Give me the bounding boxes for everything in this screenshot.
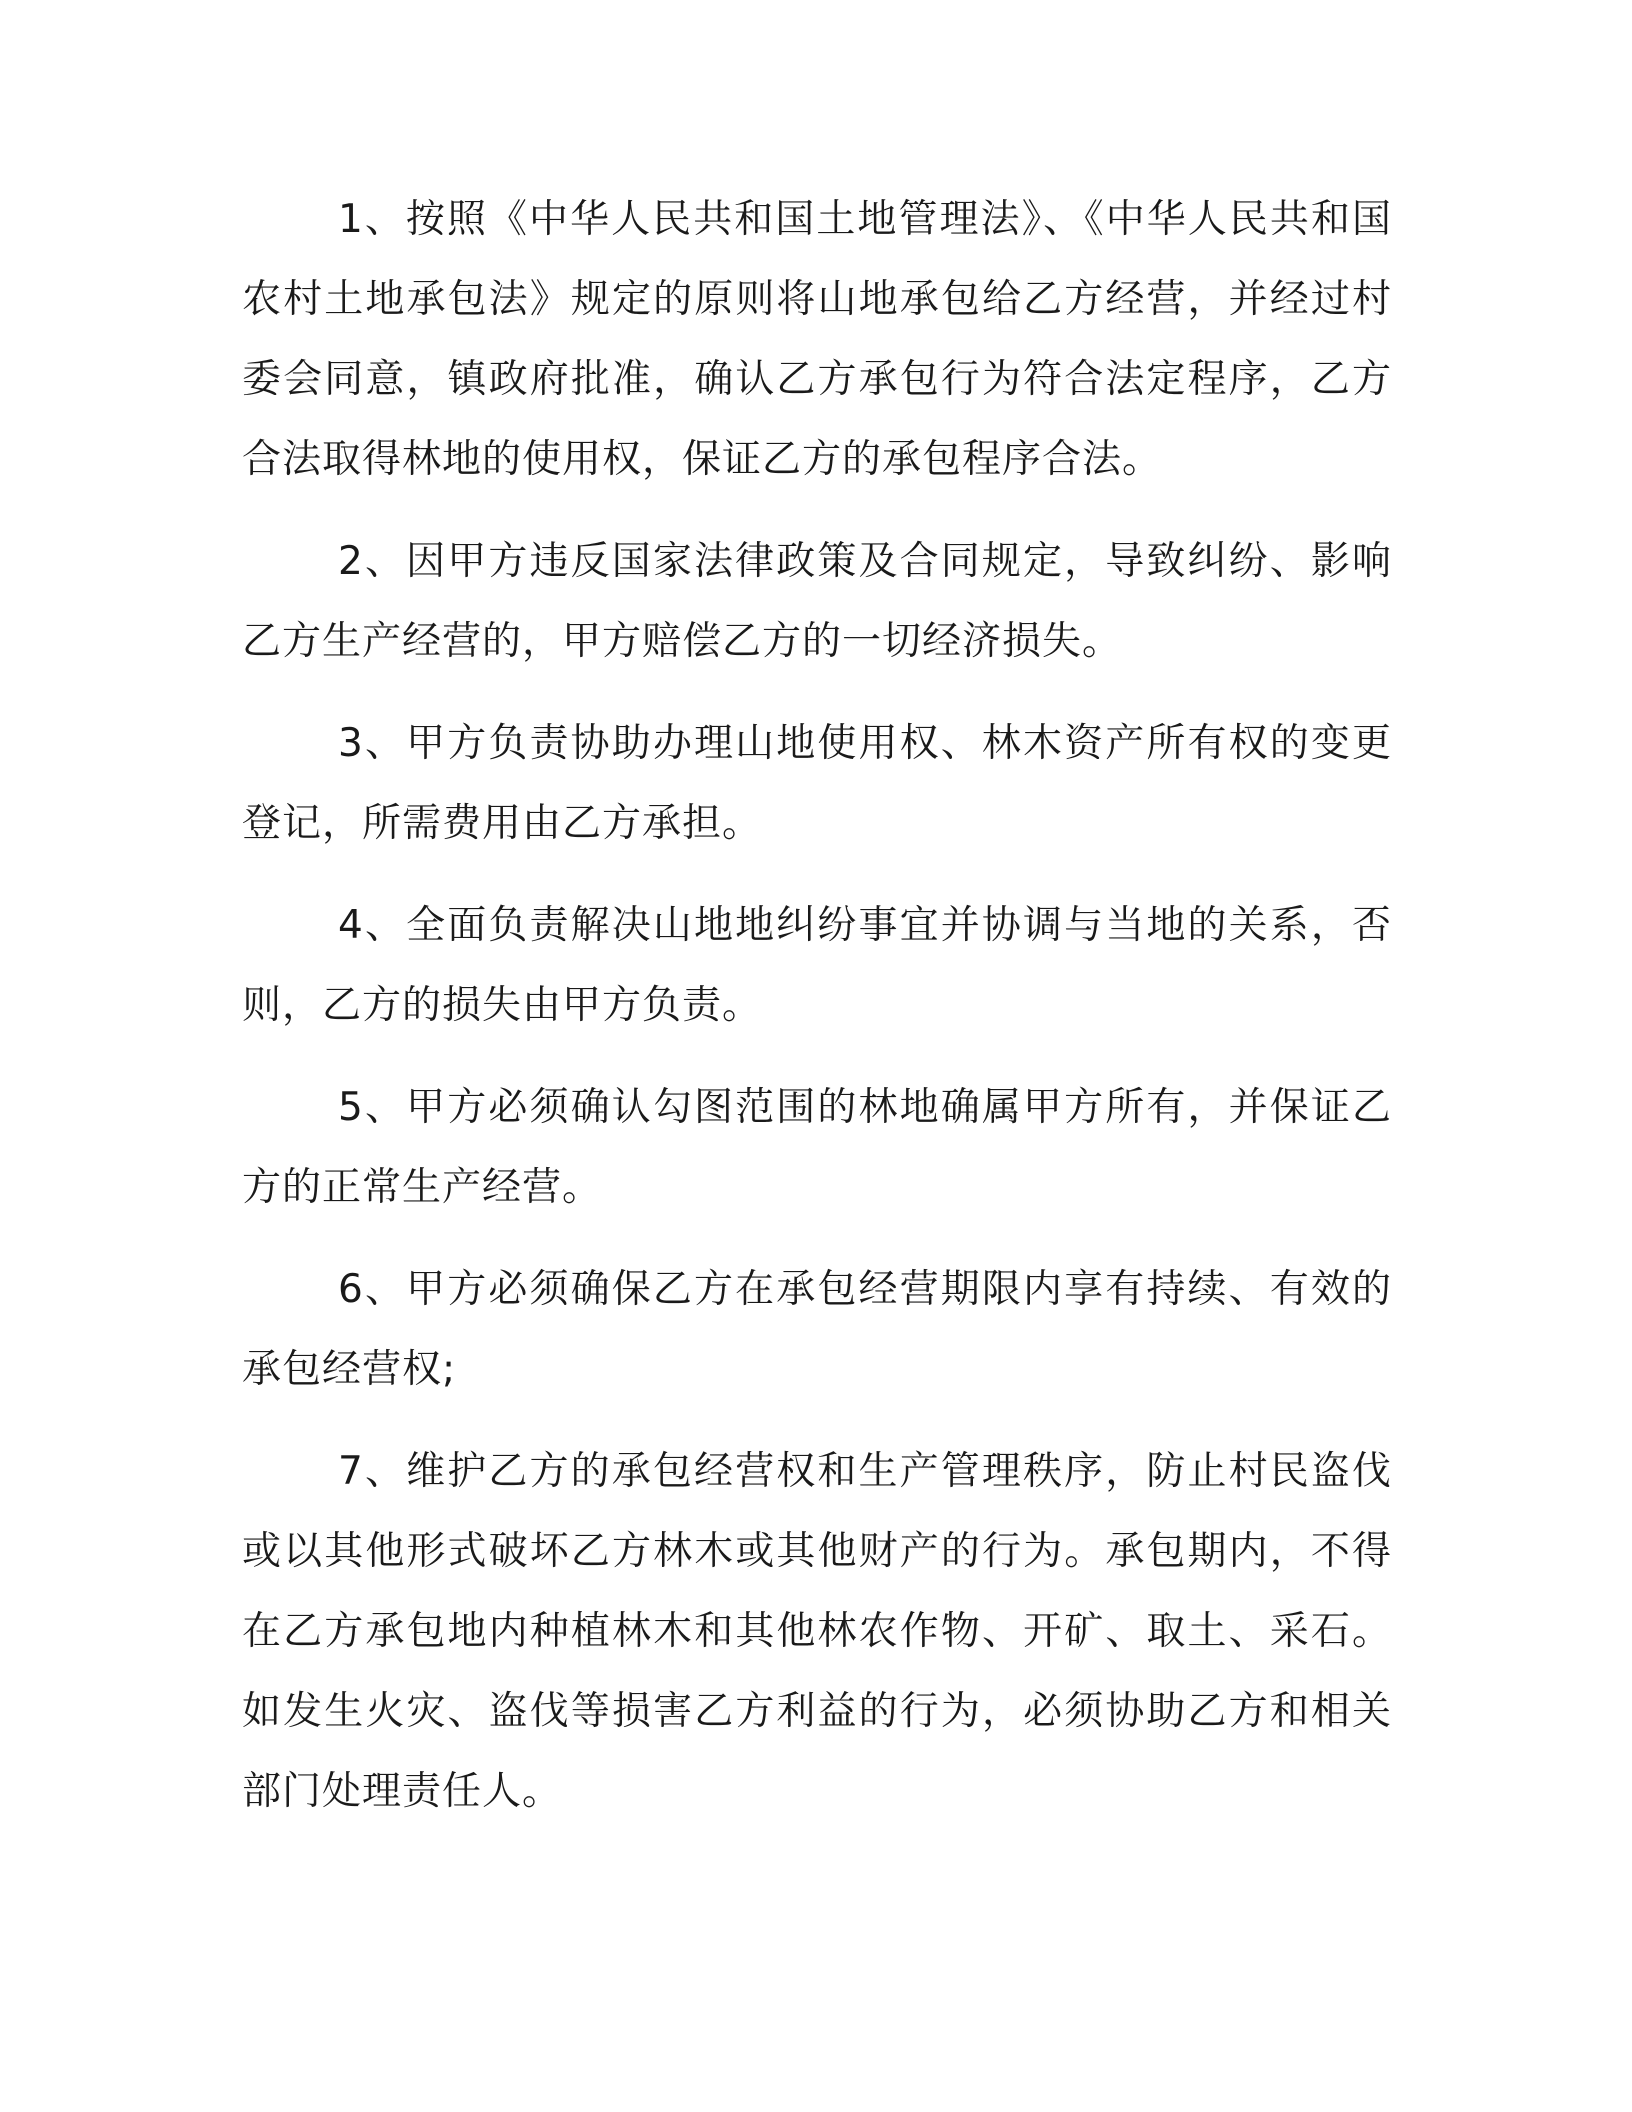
clause-2: 2、因甲方违反国家法律政策及合同规定，导致纠纷、影响乙方生产经营的，甲方赔偿乙方的一切经济损失。 <box>242 539 1392 664</box>
clause-1: 1、按照《中华人民共和国土地管理法》、《中华人民共和国农村土地承包法》规定的原则将山地承包给乙方经营，并经过村委会同意，镇政府批准，确认乙方承包行为符合法定程序，乙方合法取得林地的使用权，保证乙方的承包程序合法。 <box>242 197 1392 482</box>
clause-7: 7、维护乙方的承包经营权和生产管理秩序，防止村民盗伐或以其他形式破坏乙方林木或其他财产的行为。承包期内，不得在乙方承包地内种植林木和其他林农作物、开矿、取土、采石。如发生火灾、盗伐等损害乙方利益的行为，必须协助乙方和相关部门处理责任人。 <box>242 1449 1392 1814</box>
document-body <box>242 180 1392 1854</box>
clause-3: 3、甲方负责协助办理山地使用权、林木资产所有权的变更登记，所需费用由乙方承担。 <box>242 721 1392 846</box>
clause-6: 6、甲方必须确保乙方在承包经营期限内享有持续、有效的承包经营权; <box>242 1267 1392 1392</box>
clause-5: 5、甲方必须确认勾图范围的林地确属甲方所有，并保证乙方的正常生产经营。 <box>242 1085 1392 1210</box>
clause-4: 4、全面负责解决山地地纠纷事宜并协调与当地的关系，否则，乙方的损失由甲方负责。 <box>242 903 1392 1028</box>
